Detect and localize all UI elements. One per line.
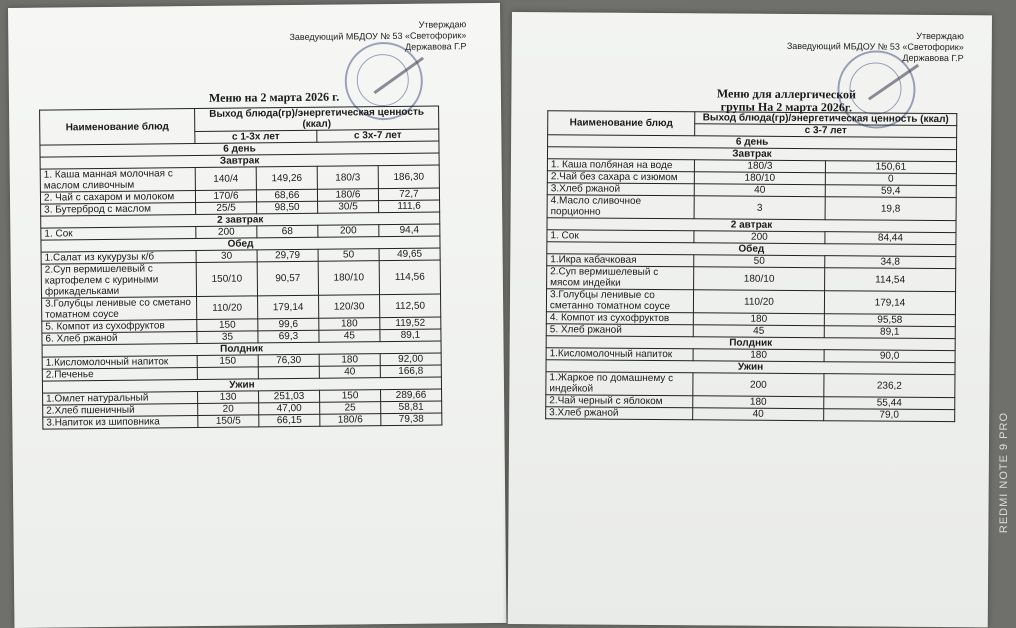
approval-line: Державова Г.Р [902,52,964,64]
value-cell: 30/5 [318,201,379,214]
table-row [547,195,956,221]
value-cell: 150 [197,355,258,368]
value-cell: 180/3 [694,160,825,173]
value-cell: 3 [694,196,825,220]
value-cell: 180/10 [694,172,825,185]
dish-name: 5. Компот из сухофруктов [42,320,197,334]
value-cell: 140/4 [195,167,256,191]
value-cell: 180/6 [317,189,378,202]
value-cell: 66,15 [259,414,320,427]
value-cell: 68,66 [256,189,317,202]
dish-name: 5. Хлеб ржаной [546,324,693,337]
value-cell: 49,65 [379,248,440,261]
section-title: Завтрак [40,153,439,169]
value-cell: 50 [694,255,825,268]
dish-name: 2.Чай без сахара с изюмом [547,171,694,184]
dish-name: 1. Сок [41,227,196,241]
value-cell: 84,44 [825,232,956,245]
dish-name: 3.Хлеб ржаной [547,183,694,196]
value-cell: 180/6 [320,414,381,427]
header-output: Выход блюда(гр)/энергетическая ценность (ккал) [695,112,957,126]
section-title: Ужин [546,360,955,375]
value-cell: 180/3 [317,166,378,190]
dish-name: 6. Хлеб ржаной [42,332,197,346]
value-cell: 40 [693,408,824,421]
dish-name: 3.Голубцы ленивые со сметано томатном соусе [42,297,197,322]
value-cell: 179,14 [258,295,319,319]
value-cell: 99,6 [258,318,319,331]
value-cell: 0 [825,173,956,186]
value-cell: 45 [319,330,380,343]
header-age: с 1-3х лет [195,130,317,143]
dish-name: 2.Суп вермишелевый с картофелем с куриными фрикадельками [41,263,196,299]
value-cell: 114,54 [825,268,956,292]
value-cell: 150/5 [198,415,259,428]
dish-name: 1.Кисломолочный напиток [42,356,197,370]
value-cell: 59,4 [825,185,956,198]
value-cell [197,367,258,380]
value-cell: 179,14 [824,291,955,315]
dish-name: 1.Жаркое по домашнему с индейкой [546,372,693,396]
day-label: 6 день [40,141,439,157]
value-cell: 79,0 [824,409,955,422]
value-cell: 19,8 [825,197,956,221]
approval-line: Утверждаю [418,19,467,30]
dish-name: 1.Кисломолочный напиток [546,348,693,361]
table-row [546,289,955,315]
value-cell: 186,30 [378,165,439,189]
value-cell: 45 [693,325,824,338]
dish-name: 3.Хлеб ржаной [546,407,693,420]
header-dish: Наименование блюд [40,109,195,146]
table-row [546,407,955,422]
section-title: 2 автрак [547,218,956,233]
menu-title: Меню для аллергической групы На 2 марта 2026г. [716,86,856,115]
dish-name: 3.Голубцы ленивые со сметанно томатном соусе [546,289,693,313]
value-cell: 251,03 [259,390,320,403]
value-cell: 112,50 [379,294,440,318]
dish-name: 2.Печенье [42,368,197,382]
dish-name: 1. Каша манная молочная с маслом сливочным [40,168,195,193]
value-cell: 58,81 [381,401,442,414]
value-cell: 236,2 [824,374,955,398]
section-title: Обед [547,242,956,257]
section-title: Полдник [546,336,955,351]
value-cell: 180 [693,313,824,326]
header-dish: Наименование блюд [548,111,695,136]
dish-name: 1.Омлет натуральный [43,392,198,406]
value-cell: 130 [198,391,259,404]
approval-line: Утверждаю [916,30,964,42]
value-cell: 200 [196,226,257,239]
section-title: Обед [41,236,440,252]
menu-sheet-right [508,12,992,627]
value-cell: 94,4 [379,224,440,237]
value-cell: 180/10 [694,267,825,291]
header-output: Выход блюда(гр)/энергетическая ценность (ккал) [195,106,439,132]
menu-title: Меню на 2 марта 2026 г. [208,89,340,105]
value-cell: 114,56 [379,260,440,295]
value-cell [258,366,319,379]
value-cell: 90,0 [824,350,955,363]
value-cell: 150 [319,390,380,403]
value-cell: 180 [319,318,380,331]
section-title: 2 завтрак [41,212,440,228]
value-cell: 40 [694,184,825,197]
value-cell: 166,8 [380,365,441,378]
value-cell: 89,1 [824,326,955,339]
camera-watermark: REDMI NOTE 9 PRO [998,412,1010,534]
header-age: с 3-7 лет [695,124,957,138]
value-cell: 111,6 [378,200,439,213]
header-row [548,111,957,126]
value-cell: 120/30 [318,295,379,319]
dish-name: 1.Икра кабачковая [547,254,694,267]
dish-name: 4.Масло сливочное порционно [547,195,694,219]
value-cell: 200 [318,225,379,238]
value-cell: 150/10 [196,262,257,297]
dish-name: 3. Бутерброд с маслом [41,203,196,217]
value-cell: 110/20 [693,290,824,314]
approval-line: Заведующий МБДОУ № 53 «Светофорик» [786,40,964,53]
value-cell: 90,57 [257,261,318,296]
value-cell: 50 [318,249,379,262]
value-cell: 119,52 [380,317,441,330]
value-cell: 150,61 [825,161,956,174]
day-label: 6 день [548,135,957,150]
dish-name: 3.Напиток из шиповника [43,416,198,430]
value-cell: 200 [693,373,824,397]
value-cell: 170/6 [195,190,256,203]
value-cell: 69,3 [258,330,319,343]
dish-name: 4. Компот из сухофруктов [546,312,693,325]
approval-line: Державова Г.Р [405,41,467,52]
menu-table [39,105,442,429]
value-cell: 149,26 [256,166,317,190]
value-cell: 55,44 [824,397,955,410]
menu-sheet-left [8,3,506,628]
dish-name: 1. Каша полбяная на воде [547,159,694,172]
dish-name: 2.Суп вермишелевый с мясом индейки [547,266,694,290]
table-row [41,260,440,298]
dish-name: 2.Чай черный с яблоком [546,395,693,408]
value-cell: 25 [320,402,381,415]
value-cell: 92,00 [380,353,441,366]
value-cell: 20 [198,403,259,416]
value-cell: 76,30 [258,354,319,367]
approval-line: Заведующий МБДОУ № 53 «Светофорик» [289,30,467,43]
value-cell: 180 [319,354,380,367]
dish-name: 1.Салат из кукурузы к/б [41,251,196,265]
value-cell: 180/10 [318,261,379,296]
dish-name: 1. Сок [547,230,694,243]
value-cell: 79,38 [381,413,442,426]
dish-name: 2. Чай с сахаром и молоком [40,191,195,205]
value-cell: 180 [693,349,824,362]
value-cell: 95,58 [824,314,955,327]
value-cell: 200 [694,231,825,244]
value-cell: 30 [196,250,257,263]
value-cell: 89,1 [380,329,441,342]
table-row [547,266,956,292]
value-cell: 110/20 [197,296,258,320]
dish-name: 2.Хлеб пшеничный [43,404,198,418]
value-cell: 25/5 [196,202,257,215]
value-cell: 72,7 [378,188,439,201]
value-cell: 47,00 [259,402,320,415]
allergy-menu-table [545,110,957,422]
value-cell: 289,66 [380,389,441,402]
value-cell: 40 [319,366,380,379]
value-cell: 34,8 [825,256,956,269]
section-title: Ужин [42,377,441,393]
header-age: с 3х-7 лет [317,129,439,142]
value-cell: 68 [257,225,318,238]
value-cell: 180 [693,396,824,409]
value-cell: 29,79 [257,249,318,262]
section-title: Завтрак [547,147,956,162]
table-row [546,372,955,398]
value-cell: 35 [197,331,258,344]
section-title: Полдник [42,341,441,357]
value-cell: 150 [197,319,258,332]
value-cell: 98,50 [257,201,318,214]
